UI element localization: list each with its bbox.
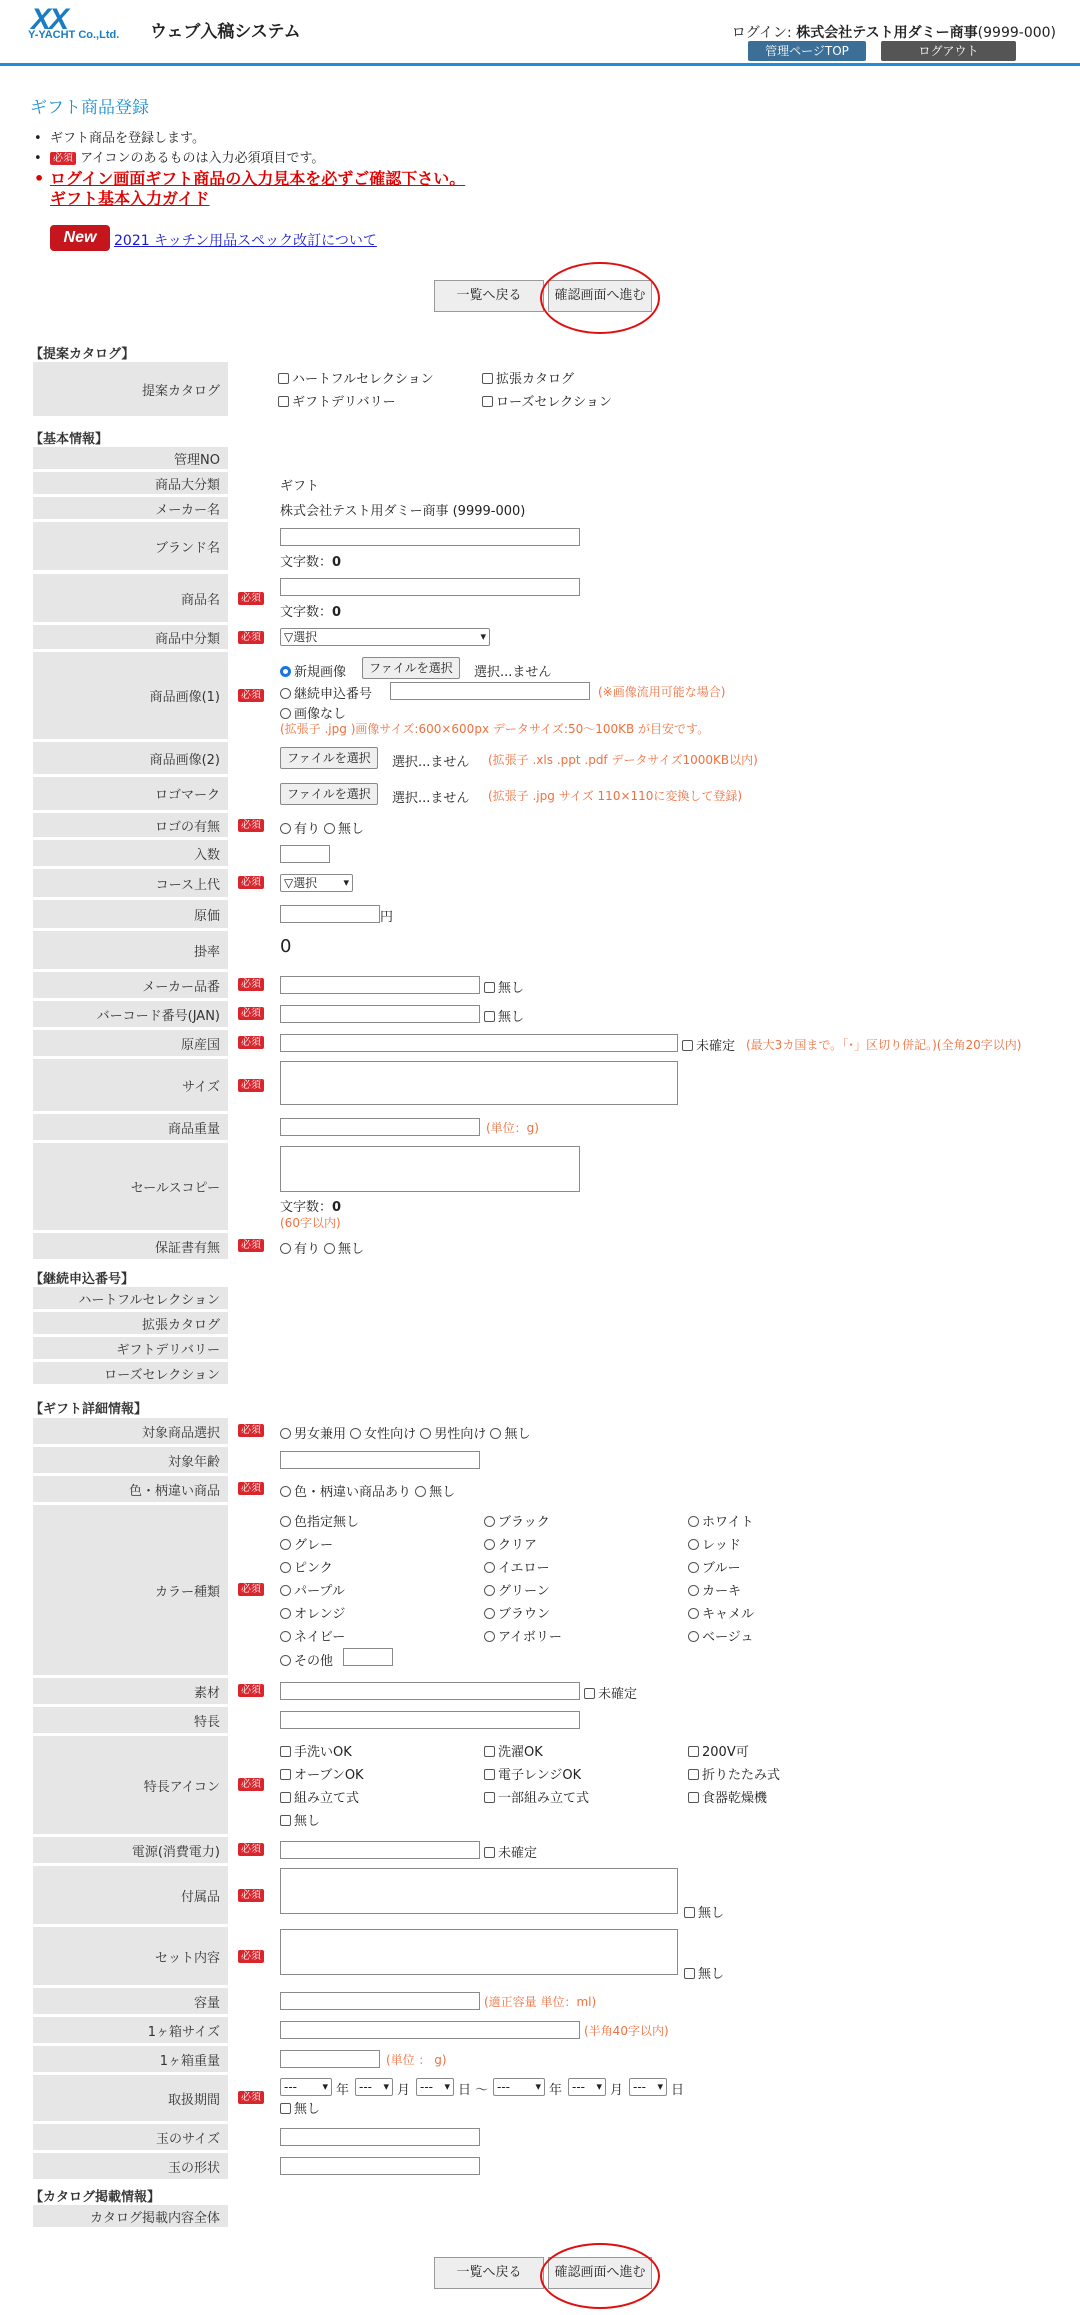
origin-note: (最大3カ国まで。「･」区切り併記。)(全角20字以内)	[746, 1038, 1022, 1052]
unit-day: 日	[671, 2083, 685, 2098]
company-logo: XX	[31, 3, 68, 36]
size-textarea[interactable]	[280, 1061, 678, 1105]
copy-note: (60字以内)	[280, 1216, 341, 1230]
radio-icon[interactable]	[280, 688, 291, 699]
page-title: ギフト商品登録	[30, 98, 149, 118]
note-item	[32, 149, 732, 169]
label-period: 取扱期間	[33, 2075, 228, 2121]
required-badge: 必須	[238, 1079, 264, 1092]
box-size-input[interactable]	[280, 2021, 580, 2039]
required-badge: 必須	[238, 592, 264, 605]
label-jan: バーコード番号(JAN)	[33, 1001, 228, 1027]
login-code: (9999-000)	[977, 25, 1056, 41]
img2-note: (拡張子 .xls .ppt .pdf データサイズ1000KB以内)	[488, 753, 758, 767]
label-capacity: 容量	[33, 1988, 228, 2014]
color-option[interactable]: カーキ	[688, 1580, 741, 1599]
label-copy: セールスコピー	[33, 1143, 228, 1230]
jan-input[interactable]	[280, 1005, 480, 1023]
option-label: ハートフルセレクション	[292, 372, 434, 387]
confirm-button[interactable]: 確認画面へ進む	[548, 280, 652, 312]
label-catalog: 提案カタログ	[33, 362, 228, 416]
color-option[interactable]: グリーン	[484, 1580, 550, 1599]
label-mgmt-no: 管理NO	[33, 447, 228, 469]
start-month-select[interactable]: --- ▾	[355, 2078, 393, 2096]
checkbox-heartful[interactable]	[278, 368, 434, 387]
label-origin: 原産国	[33, 1030, 228, 1056]
start-year-select[interactable]: --- ▾	[280, 2078, 332, 2096]
origin-undecided[interactable]: 未確定	[682, 1035, 735, 1054]
label-ball-size: 玉のサイズ	[33, 2124, 228, 2150]
rate-value: 0	[280, 936, 292, 957]
option-label: ギフトデリバリー	[292, 395, 396, 410]
color-option[interactable]: ブラック	[484, 1511, 550, 1530]
unit-year: 年	[549, 2083, 563, 2098]
color-other-input[interactable]	[343, 1648, 393, 1666]
material-input[interactable]	[280, 1682, 580, 1700]
label-course: コース上代	[33, 869, 228, 897]
required-badge: 必須	[238, 1424, 264, 1437]
feature-icon-option[interactable]: 折りたたみ式	[688, 1764, 780, 1783]
color-option[interactable]: ブラウン	[484, 1603, 550, 1622]
label-rate: 掛率	[33, 931, 228, 969]
copy-char-count: 文字数：0	[280, 1200, 342, 1215]
capacity-input[interactable]	[280, 1992, 480, 2010]
sales-copy-textarea[interactable]	[280, 1146, 580, 1192]
required-badge: 必須	[238, 1036, 264, 1049]
origin-input[interactable]	[280, 1034, 678, 1052]
note-text: ギフト商品を登録します。	[50, 131, 205, 146]
feature-icon-none[interactable]: 無し	[280, 1810, 320, 1829]
ball-size-input[interactable]	[280, 2128, 480, 2146]
color-option[interactable]: ピンク	[280, 1557, 333, 1576]
system-title: ウェブ入稿システム	[150, 22, 301, 42]
option-label: 拡張カタログ	[496, 372, 575, 387]
product-char-count: 文字数：0	[280, 605, 342, 620]
maker-no-none[interactable]: 無し	[484, 977, 524, 996]
color-option[interactable]: グレー	[280, 1534, 333, 1553]
radio-new-image[interactable]: 新規画像	[280, 661, 346, 680]
required-badge: 必須	[238, 1239, 264, 1252]
required-badge: 必須	[238, 1583, 264, 1596]
label-cost: 原価	[33, 900, 228, 928]
required-badge: 必須	[238, 876, 264, 889]
label-size: サイズ	[33, 1059, 228, 1111]
maker-no-input[interactable]	[280, 976, 480, 994]
required-badge: 必須	[238, 1778, 264, 1791]
news-link[interactable]: 2021 キッチン用品スペック改訂について	[114, 233, 377, 249]
feature-icon-option[interactable]: 手洗いOK	[280, 1741, 352, 1760]
label-feature: 特長	[33, 1707, 228, 1733]
weight-input[interactable]	[280, 1118, 480, 1136]
color-option-other[interactable]: その他	[280, 1650, 333, 1669]
capacity-note: (適正容量 単位：ml)	[484, 1995, 597, 2009]
label-color-kind: カラー種類	[33, 1505, 228, 1675]
age-input[interactable]	[280, 1451, 480, 1469]
brand-char-count: 文字数：0	[280, 555, 342, 570]
checkbox-rose[interactable]	[482, 391, 612, 410]
box-size-note: (半角40字以内)	[584, 2024, 669, 2038]
required-badge: 必須	[50, 152, 76, 165]
color-option[interactable]: ベージュ	[688, 1626, 753, 1645]
img1-file-status: 選択...ません	[474, 665, 552, 680]
color-option[interactable]: ネイビー	[280, 1626, 345, 1645]
checkbox-icon[interactable]	[278, 396, 289, 407]
weight-note: (単位：g)	[486, 1121, 539, 1135]
label-big-cat: 商品大分類	[33, 472, 228, 494]
color-option[interactable]: イエロー	[484, 1557, 549, 1576]
qty-input[interactable]	[280, 845, 330, 863]
login-info	[732, 22, 1056, 42]
section-catalog: 【提案カタログ】	[30, 347, 135, 362]
login-label: ログイン:	[731, 25, 792, 41]
label-age: 対象年齢	[33, 1447, 228, 1473]
label-maker: メーカー名	[33, 497, 228, 519]
feature-icon-option[interactable]: 食器乾燥機	[688, 1787, 767, 1806]
maker-value: 株式会社テスト用ダミー商事 (9999-000)	[280, 504, 526, 519]
new-badge: New	[50, 225, 110, 251]
unit-day: 日	[458, 2083, 472, 2098]
highlight-circle	[540, 2243, 660, 2309]
section-catalog-info: 【カタログ掲載情報】	[30, 2190, 161, 2205]
target-radios[interactable]: 男女兼用 女性向け 男性向け 無し	[280, 1423, 530, 1442]
checkbox-icon[interactable]	[482, 373, 493, 384]
course-select[interactable]: ▽選択 ▾	[280, 874, 353, 892]
color-option[interactable]: オレンジ	[280, 1603, 345, 1622]
end-month-select[interactable]: --- ▾	[568, 2078, 606, 2096]
warranty-radios[interactable]: 有り 無し	[280, 1238, 364, 1257]
img2-file-status: 選択...ません	[392, 755, 470, 770]
color-option[interactable]: クリア	[484, 1534, 537, 1553]
logo-note: (拡張子 .jpg サイズ 110×110に変換して登録)	[488, 789, 743, 803]
label-cont-extended: 拡張カタログ	[33, 1312, 228, 1334]
back-to-list-button[interactable]: 一覧へ戻る	[434, 280, 544, 312]
ball-shape-input[interactable]	[280, 2157, 480, 2175]
login-company: 株式会社テスト用ダミー商事	[796, 25, 978, 41]
label-img1: 商品画像(1)	[33, 652, 228, 739]
required-badge: 必須	[238, 1482, 264, 1495]
feature-icon-option[interactable]: 電子レンジOK	[484, 1764, 581, 1783]
start-day-select[interactable]: --- ▾	[416, 2078, 454, 2096]
checkbox-icon[interactable]	[482, 396, 493, 407]
unit-month: 月	[397, 2083, 411, 2098]
feature-icon-option[interactable]: オーブンOK	[280, 1764, 364, 1783]
sample-link-text[interactable]: ログイン画面ギフト商品の入力見本を必ずご確認下さい。	[50, 169, 466, 188]
power-input[interactable]	[280, 1841, 480, 1859]
radio-continuation[interactable]: 継続申込番号	[280, 683, 372, 702]
label-target: 対象商品選択	[33, 1418, 228, 1444]
img2-file-button[interactable]: ファイルを選択	[280, 747, 378, 769]
color-option[interactable]: パープル	[280, 1580, 345, 1599]
yen-unit: 円	[380, 910, 394, 925]
brand-input[interactable]	[280, 528, 580, 546]
radio-no-image[interactable]: 画像なし	[280, 703, 346, 722]
label-feature-icon: 特長アイコン	[33, 1736, 228, 1834]
section-basic: 【基本情報】	[30, 432, 109, 447]
color-option[interactable]: レッド	[688, 1534, 741, 1553]
color-option[interactable]: 色指定無し	[280, 1511, 359, 1530]
required-badge: 必須	[238, 689, 264, 702]
box-weight-input[interactable]	[280, 2050, 380, 2068]
label-mid-cat: 商品中分類	[33, 625, 228, 649]
power-undecided[interactable]: 未確定	[484, 1842, 537, 1861]
company-logo-text: Y-YACHT Co.,Ltd.	[28, 29, 120, 41]
color-option[interactable]: ブルー	[688, 1557, 740, 1576]
big-cat-value: ギフト	[280, 479, 320, 494]
continuation-number-input[interactable]	[390, 682, 590, 700]
label-ball-shape: 玉の形状	[33, 2153, 228, 2179]
notes-list	[32, 129, 732, 209]
img1-cont-note: (※画像流用可能な場合)	[598, 685, 726, 699]
product-name-input[interactable]	[280, 578, 580, 596]
label-set-content: セット内容	[33, 1927, 228, 1985]
feature-icon-option[interactable]: 洗濯OK	[484, 1741, 543, 1760]
label-power: 電源(消費電力)	[33, 1837, 228, 1863]
required-badge: 必須	[238, 2091, 264, 2104]
jan-none[interactable]: 無し	[484, 1006, 524, 1025]
required-badge: 必須	[238, 1950, 264, 1963]
mid-cat-select[interactable]: ▽選択 ▾	[280, 628, 490, 646]
img1-note: (拡張子 .jpg )画像サイズ:600×600px データサイズ:50～100KB が目安です。	[280, 722, 710, 736]
logo-has-radios[interactable]: 有り 無し	[280, 818, 364, 837]
checkbox-extended[interactable]	[482, 368, 574, 387]
label-brand: ブランド名	[33, 522, 228, 570]
set-content-none[interactable]: 無し	[684, 1963, 724, 1982]
logo-file-status: 選択...ません	[392, 791, 470, 806]
logout-button[interactable]: ログアウト	[881, 41, 1016, 61]
label-material: 素材	[33, 1678, 228, 1704]
label-accessory: 付属品	[33, 1866, 228, 1924]
label-cont-delivery: ギフトデリバリー	[33, 1337, 228, 1359]
color-diff-radios[interactable]: 色・柄違い商品あり 無し	[280, 1481, 455, 1500]
sample-link[interactable]	[32, 169, 732, 209]
feature-icon-option[interactable]: 一部組み立て式	[484, 1787, 589, 1806]
label-box-size: 1ヶ箱サイズ	[33, 2017, 228, 2043]
label-img2: 商品画像(2)	[33, 742, 228, 774]
feature-input[interactable]	[280, 1711, 580, 1729]
section-gift: 【ギフト詳細情報】	[30, 1402, 148, 1417]
cost-input[interactable]	[280, 905, 380, 923]
required-badge: 必須	[238, 1007, 264, 1020]
radio-icon[interactable]	[280, 708, 291, 719]
option-label: ローズセレクション	[496, 395, 612, 410]
required-badge: 必須	[238, 819, 264, 832]
accessory-none[interactable]: 無し	[684, 1902, 724, 1921]
note-text: アイコンのあるものは入力必須項目です。	[80, 151, 325, 166]
highlight-circle	[540, 262, 660, 334]
label-logo: ロゴマーク	[33, 777, 228, 810]
feature-icon-option[interactable]: 200V可	[688, 1741, 749, 1760]
required-badge: 必須	[238, 1843, 264, 1856]
box-weight-note: (単位 ： g)	[386, 2053, 447, 2067]
label-weight: 商品重量	[33, 1114, 228, 1140]
required-badge: 必須	[238, 1889, 264, 1902]
guide-link[interactable]: ギフト基本入力ガイド	[50, 189, 210, 208]
confirm-button-bottom[interactable]: 確認画面へ進む	[548, 2257, 652, 2289]
label-warranty: 保証書有無	[33, 1233, 228, 1259]
range-tilde: ～	[475, 2083, 489, 2098]
note-item	[32, 129, 732, 149]
color-option[interactable]: キャメル	[688, 1603, 754, 1622]
color-option[interactable]: ホワイト	[688, 1511, 754, 1530]
unit-year: 年	[336, 2083, 350, 2098]
label-cont-heartful: ハートフルセレクション	[33, 1287, 228, 1309]
label-logo-has: ロゴの有無	[33, 813, 228, 837]
end-year-select[interactable]: --- ▾	[493, 2078, 545, 2096]
feature-icon-option[interactable]: 組み立て式	[280, 1787, 359, 1806]
accessory-textarea[interactable]	[280, 1868, 678, 1914]
label-catalog-all: カタログ掲載内容全体	[33, 2205, 228, 2227]
back-to-list-button-bottom[interactable]: 一覧へ戻る	[434, 2257, 544, 2289]
radio-icon[interactable]	[280, 666, 291, 677]
logo-file-button[interactable]: ファイルを選択	[280, 783, 378, 805]
end-day-select[interactable]: --- ▾	[629, 2078, 667, 2096]
section-continuation: 【継続申込番号】	[30, 1272, 135, 1287]
color-option[interactable]: アイボリー	[484, 1626, 562, 1645]
required-badge: 必須	[238, 978, 264, 991]
set-content-textarea[interactable]	[280, 1929, 678, 1975]
required-badge: 必須	[238, 631, 264, 644]
label-product: 商品名	[33, 574, 228, 622]
period-none[interactable]: 無し	[280, 2098, 320, 2117]
label-color-diff: 色・柄違い商品	[33, 1476, 228, 1502]
required-badge: 必須	[238, 1684, 264, 1697]
material-undecided[interactable]: 未確定	[584, 1683, 637, 1702]
label-maker-no: メーカー品番	[33, 972, 228, 998]
img1-file-button[interactable]: ファイルを選択	[362, 657, 460, 679]
checkbox-delivery[interactable]	[278, 391, 396, 410]
label-box-weight: 1ヶ箱重量	[33, 2046, 228, 2072]
checkbox-icon[interactable]	[278, 373, 289, 384]
header	[0, 0, 1080, 66]
unit-month: 月	[610, 2083, 624, 2098]
admin-top-button[interactable]: 管理ページTOP	[748, 41, 866, 61]
label-cont-rose: ローズセレクション	[33, 1362, 228, 1384]
label-qty: 入数	[33, 840, 228, 866]
